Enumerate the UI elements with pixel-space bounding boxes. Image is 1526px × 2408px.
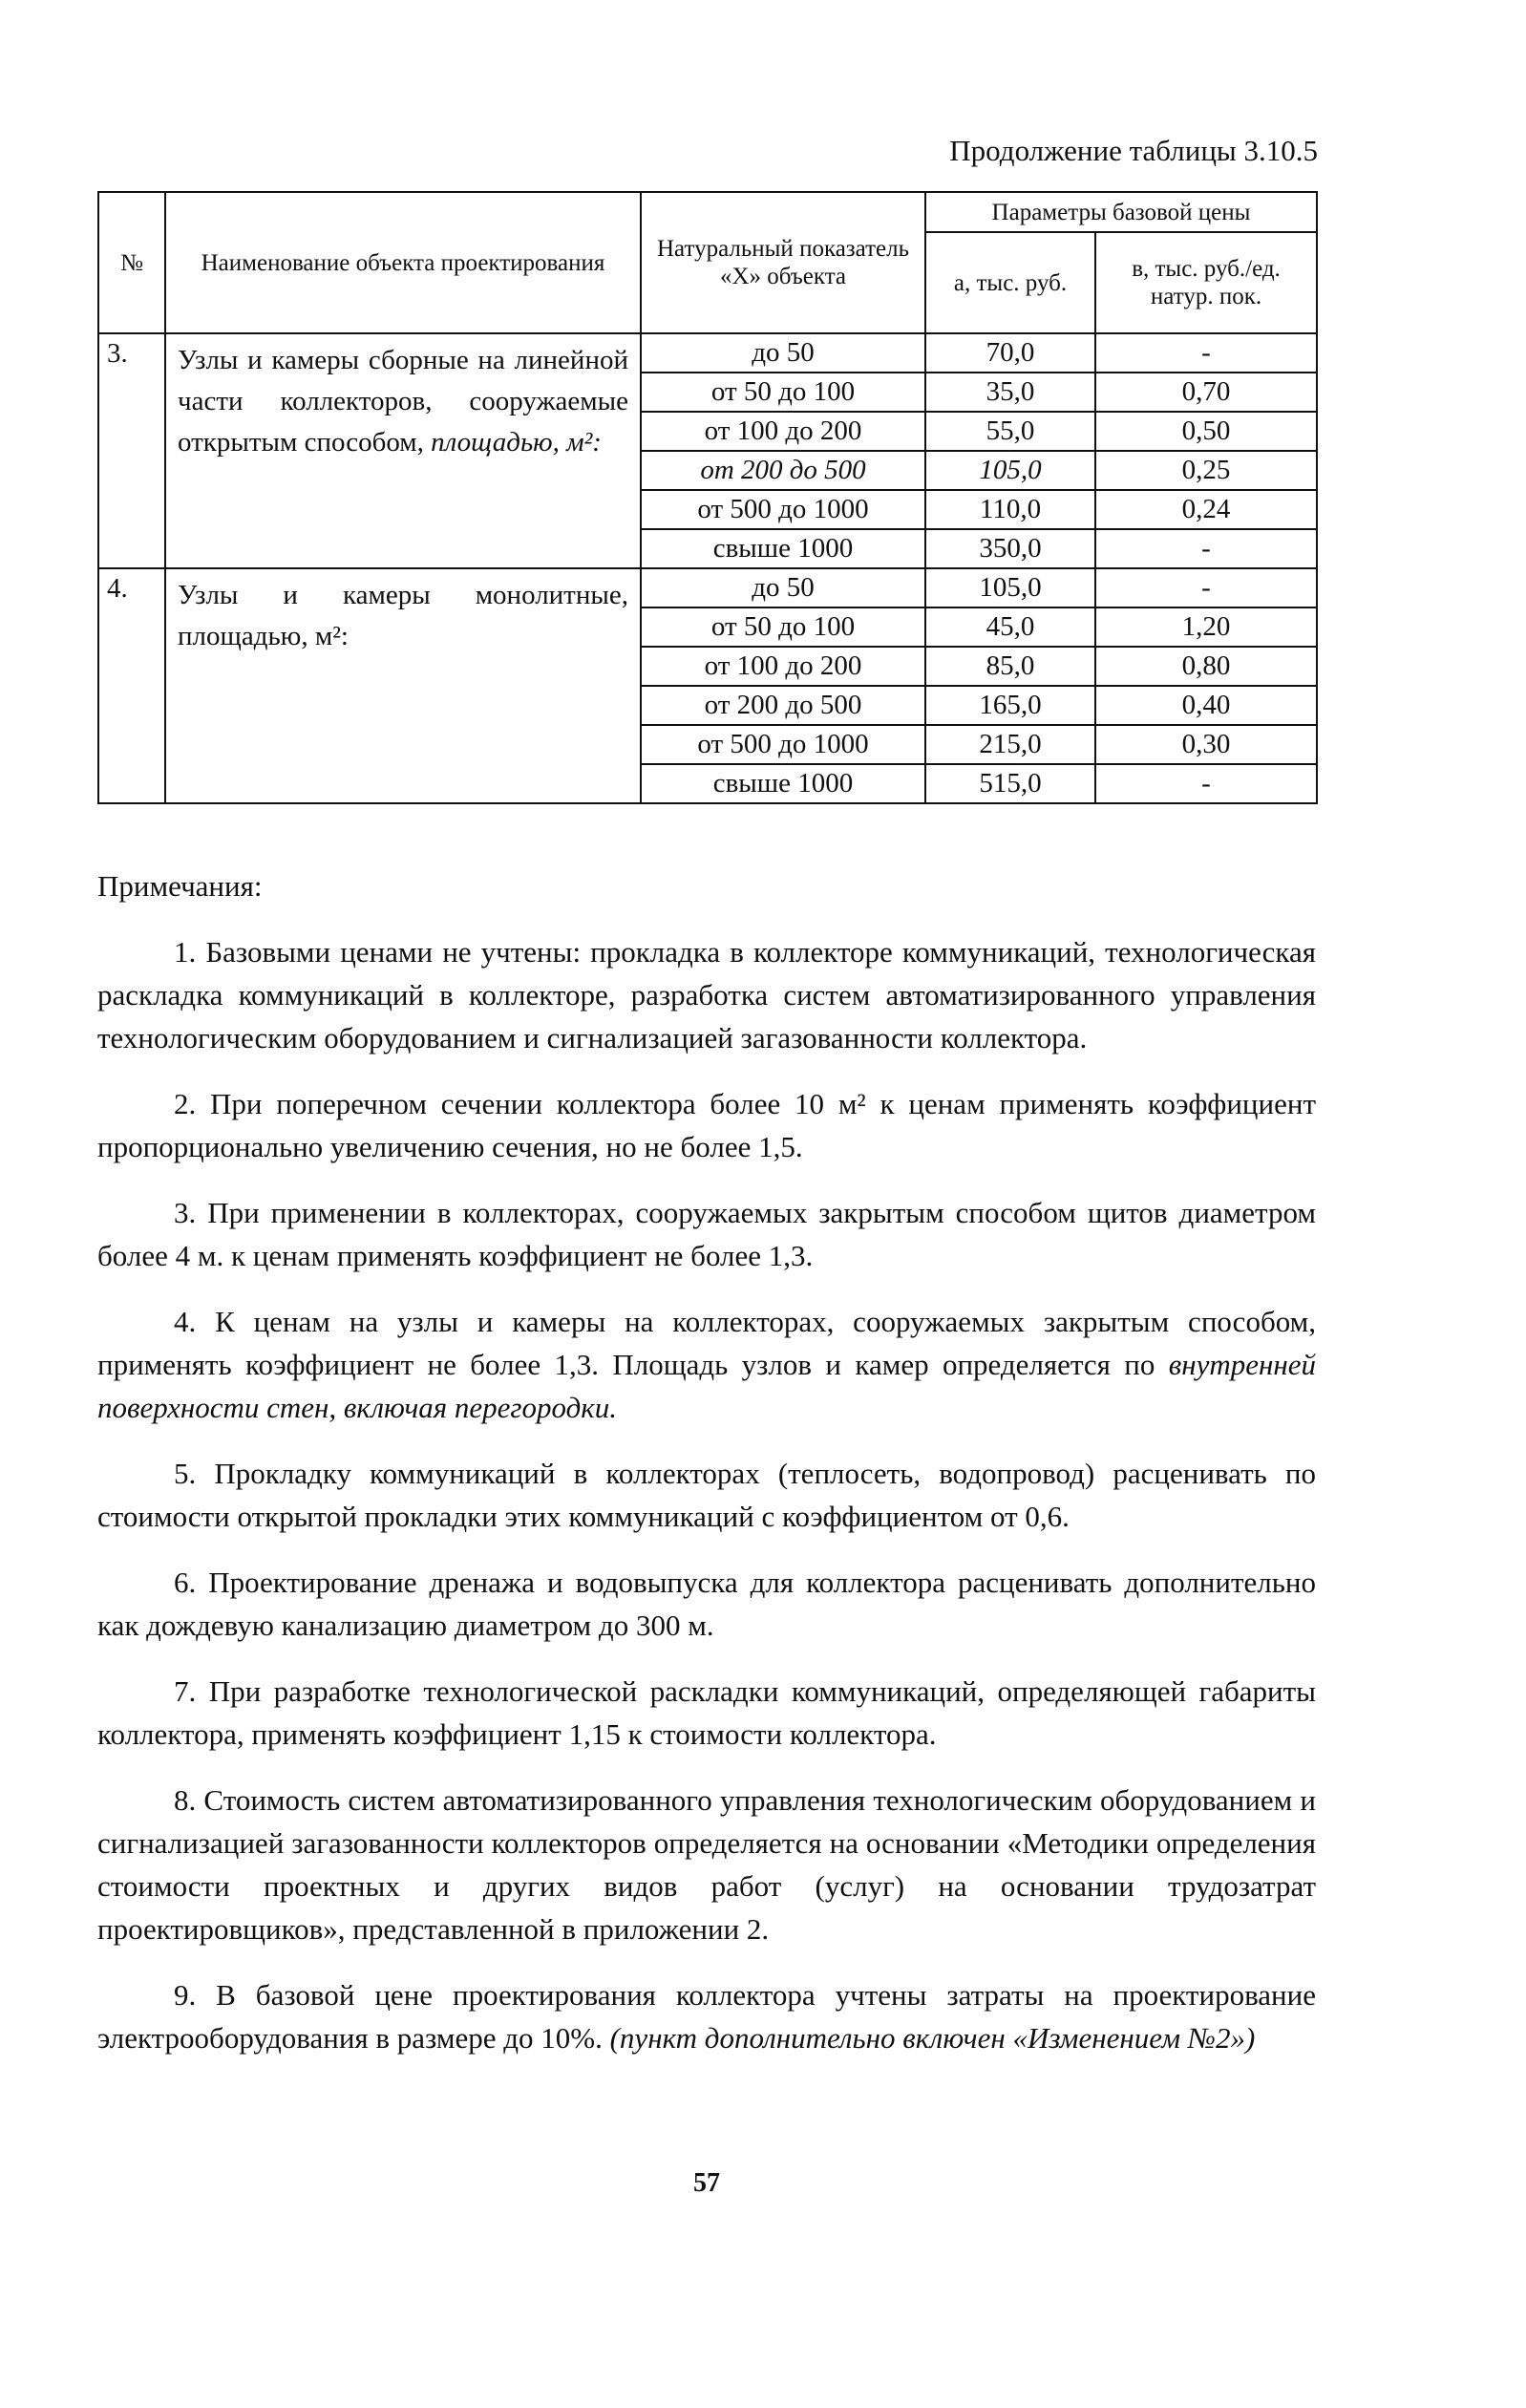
cell-a: 105,0 [925,451,1095,490]
note-item [97,1452,1316,1538]
object-name-text: Узлы и камеры монолитные, [178,580,628,610]
cell-a: 45,0 [925,607,1095,647]
cell-x: свыше 1000 [641,764,925,803]
cell-b: - [1095,529,1317,568]
table-row [98,333,1317,373]
cell-a: 215,0 [925,725,1095,764]
notes-section [97,864,1316,2082]
header-params: Параметры базовой цены [925,192,1317,232]
cell-a: 515,0 [925,764,1095,803]
cell-x: от 50 до 100 [641,373,925,412]
note-text: 8. Стоимость систем автоматизированного управления технологическим оборудованием и сигнализацией загазованности коллекторов определяется на основании «Методики определения стоимости проектных и других видов работ (услуг) на основании трудозатрат проектировщиков», представленной в приложении 2. [97,1783,1316,1946]
object-name-unit: площадью, м²: [431,427,602,458]
page-number: 57 [693,2168,720,2198]
cell-a: 110,0 [925,490,1095,529]
cell-x: от 500 до 1000 [641,725,925,764]
note-italic-text: внутренней поверхности стен, включая перегородки. [97,1348,1316,1424]
note-text: 4. К ценам на узлы и камеры на коллекторах, сооружаемых закрытым способом, применять коэффициент не более 1,3. Площадь узлов и камер определяется по [97,1305,1316,1381]
table-header-row [98,192,1317,232]
cell-b: 0,50 [1095,412,1317,451]
notes-title: Примечания: [97,869,263,903]
header-name: Наименование объекта проектирования [165,192,641,333]
object-name [165,333,641,568]
cell-x: от 200 до 500 [641,451,925,490]
cell-x: свыше 1000 [641,529,925,568]
cell-a: 70,0 [925,333,1095,373]
row-number: 4. [98,568,165,803]
note-item [97,1191,1316,1277]
note-item [97,930,1316,1059]
note-text: 1. Базовыми ценами не учтены: прокладка в коллекторе коммуникаций, технологическая раскладка коммуникаций в коллекторе, разработка систем автоматизированного управления технологическим оборудованием и сигнализацией загазованности коллектора. [97,935,1316,1055]
cell-a: 165,0 [925,686,1095,725]
cell-x: от 100 до 200 [641,647,925,686]
cell-a: 55,0 [925,412,1095,451]
note-text: 6. Проектирование дренажа и водовыпуска для коллектора расценивать дополнительно как дождевую канализацию диаметром до 300 м. [97,1566,1316,1642]
note-italic-text: (пункт дополнительно включен «Изменением №2») [609,2021,1256,2055]
object-name-unit: площадью, м²: [178,621,349,651]
cell-x: до 50 [641,333,925,373]
row-number: 3. [98,333,165,568]
table-body [98,333,1317,803]
note-text: 7. При разработке технологической раскладки коммуникаций, определяющей габариты коллектора, применять коэффициент 1,15 к стоимости коллектора. [97,1674,1316,1751]
note-text: 9. В базовой цене проектирования коллектора учтены затраты на проектирование электрооборудования в размере до 10%. [97,1978,1316,2055]
object-name-text: Узлы и камеры сборные на линейной части коллекторов, сооружаемые открытым способом, [178,345,628,458]
notes-list [97,930,1316,2059]
price-table [97,191,1318,804]
cell-b: - [1095,568,1317,607]
note-item [97,1670,1316,1756]
header-a: а, тыс. руб. [925,232,1095,333]
note-item [97,1779,1316,1950]
note-item [97,1082,1316,1168]
cell-a: 105,0 [925,568,1095,607]
note-item [97,1300,1316,1429]
cell-x: от 200 до 500 [641,686,925,725]
cell-x: до 50 [641,568,925,607]
cell-b: 0,30 [1095,725,1317,764]
cell-x: от 100 до 200 [641,412,925,451]
cell-b: 1,20 [1095,607,1317,647]
cell-b: 0,80 [1095,647,1317,686]
cell-b: 0,40 [1095,686,1317,725]
cell-a: 85,0 [925,647,1095,686]
cell-b: - [1095,764,1317,803]
cell-x: от 500 до 1000 [641,490,925,529]
table-row [98,568,1317,607]
cell-a: 35,0 [925,373,1095,412]
note-text: 2. При поперечном сечении коллектора более 10 м² к ценам применять коэффициент пропорционально увеличению сечения, но не более 1,5. [97,1087,1316,1163]
note-text: 5. Прокладку коммуникаций в коллекторах (теплосеть, водопровод) расценивать по стоимости открытой прокладки этих коммуникаций с коэффициентом от 0,6. [97,1457,1316,1533]
cell-b: 0,70 [1095,373,1317,412]
cell-a: 350,0 [925,529,1095,568]
table-caption: Продолжение таблицы 3.10.5 [949,134,1318,167]
note-item [97,1973,1316,2059]
object-name [165,568,641,803]
cell-x: от 50 до 100 [641,607,925,647]
note-text: 3. При применении в коллекторах, сооружаемых закрытым способом щитов диаметром более 4 м. к ценам применять коэффициент не более 1,3. [97,1196,1316,1272]
header-b: в, тыс. руб./ед. натур. пок. [1095,232,1317,333]
header-indicator: Натуральный показатель «Х» объекта [641,192,925,333]
cell-b: 0,24 [1095,490,1317,529]
cell-b: 0,25 [1095,451,1317,490]
note-item [97,1561,1316,1647]
header-num: № [98,192,165,333]
cell-b: - [1095,333,1317,373]
